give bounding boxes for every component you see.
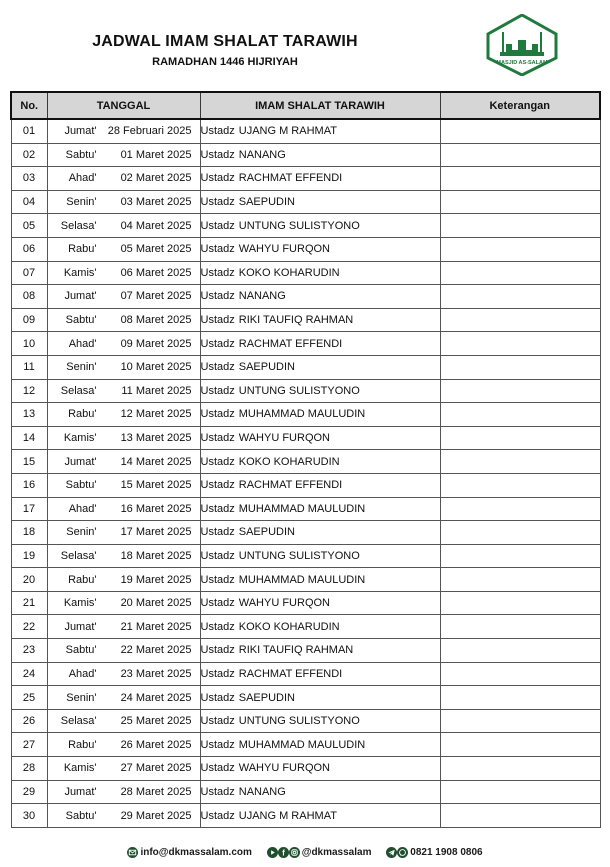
row-day: Senin' [66,526,97,539]
row-imam-title: Ustadz [200,597,235,610]
table-row [11,568,600,592]
row-date: 27 Maret 2025 [120,762,192,775]
row-tanggal [47,757,200,781]
table-row [11,544,600,568]
row-tanggal [47,497,200,521]
row-date: 19 Maret 2025 [120,573,192,586]
row-number: 13 [11,403,47,427]
row-imam-name: NANANG [238,785,286,798]
row-date: 24 Maret 2025 [120,691,192,704]
row-tanggal [47,332,200,356]
row-number: 18 [11,521,47,545]
masjid-logo [486,14,558,76]
row-imam-name: MUHAMMAD MAULUDIN [238,502,366,515]
row-date: 07 Maret 2025 [120,290,192,303]
row-keterangan[interactable] [440,804,600,828]
row-imam-name: WAHYU FURQON [238,432,331,445]
footer-contact [0,847,610,861]
row-date: 20 Maret 2025 [120,597,192,610]
row-keterangan[interactable] [440,167,600,191]
row-keterangan[interactable] [440,355,600,379]
row-number: 05 [11,214,47,238]
table-row [11,214,600,238]
row-imam [200,450,440,474]
row-day: Rabu' [68,408,97,421]
row-imam-title: Ustadz [200,667,235,680]
table-row [11,521,600,545]
row-imam-name: RIKI TAUFIQ RAHMAN [238,644,354,657]
row-number: 09 [11,308,47,332]
row-imam-title: Ustadz [200,809,235,822]
table-row [11,426,600,450]
row-day: Senin' [66,691,97,704]
row-imam [200,709,440,733]
table-row [11,143,600,167]
schedule-table [10,91,601,828]
row-imam-title: Ustadz [200,243,235,256]
row-tanggal [47,521,200,545]
row-tanggal [47,355,200,379]
row-day: Ahad' [68,502,97,515]
row-day: Selasa' [60,384,97,397]
row-number: 12 [11,379,47,403]
row-keterangan[interactable] [440,285,600,309]
row-imam [200,639,440,663]
table-row [11,757,600,781]
row-tanggal [47,709,200,733]
row-imam-title: Ustadz [200,479,235,492]
row-number: 07 [11,261,47,285]
table-row [11,473,600,497]
youtube-icon [267,847,278,858]
table-row [11,780,600,804]
row-imam [200,804,440,828]
row-imam-title: Ustadz [200,785,235,798]
row-day: Sabtu' [65,644,97,657]
row-tanggal [47,568,200,592]
row-date: 17 Maret 2025 [120,526,192,539]
row-imam-name: UNTUNG SULISTYONO [238,549,360,562]
table-row [11,308,600,332]
row-keterangan[interactable] [440,190,600,214]
row-tanggal [47,639,200,663]
table-row [11,497,600,521]
row-date: 15 Maret 2025 [120,479,192,492]
row-imam-title: Ustadz [200,738,235,751]
row-imam-name: SAEPUDIN [238,361,295,374]
row-day: Kamis' [63,432,97,445]
row-date: 22 Maret 2025 [120,644,192,657]
row-imam-name: RACHMAT EFFENDI [238,172,343,185]
row-imam [200,780,440,804]
row-imam-name: UJANG M RAHMAT [238,125,337,138]
facebook-icon [278,847,289,858]
row-imam [200,308,440,332]
row-imam [200,662,440,686]
table-row [11,355,600,379]
row-day: Selasa' [60,219,97,232]
row-date: 14 Maret 2025 [120,455,192,468]
row-imam [200,403,440,427]
row-number: 03 [11,167,47,191]
row-date: 23 Maret 2025 [120,667,192,680]
row-imam-title: Ustadz [200,125,235,138]
row-tanggal [47,662,200,686]
table-row [11,379,600,403]
row-imam-name: RACHMAT EFFENDI [238,667,343,680]
row-date: 04 Maret 2025 [120,219,192,232]
instagram-icon [289,847,300,858]
row-imam [200,167,440,191]
row-number: 30 [11,804,47,828]
logo-text: MASJID AS-SALAM [496,60,548,66]
row-imam-name: KOKO KOHARUDIN [238,455,340,468]
row-day: Jumat' [64,455,97,468]
table-row [11,261,600,285]
row-date: 18 Maret 2025 [120,549,192,562]
row-number: 14 [11,426,47,450]
table-header-row [11,92,600,119]
row-tanggal [47,804,200,828]
row-tanggal [47,379,200,403]
table-row [11,662,600,686]
row-keterangan[interactable] [440,450,600,474]
row-imam-title: Ustadz [200,408,235,421]
row-imam-name: RIKI TAUFIQ RAHMAN [238,314,354,327]
row-number: 04 [11,190,47,214]
row-tanggal [47,190,200,214]
row-tanggal [47,686,200,710]
row-tanggal [47,544,200,568]
row-keterangan[interactable] [440,568,600,592]
row-tanggal [47,473,200,497]
row-imam-name: SAEPUDIN [238,691,295,704]
row-imam-title: Ustadz [200,361,235,374]
footer-email-text: info@dkmassalam.com [140,847,252,858]
table-row [11,332,600,356]
row-date: 11 Maret 2025 [121,384,192,397]
row-tanggal [47,403,200,427]
row-imam-name: NANANG [238,290,286,303]
row-tanggal [47,261,200,285]
row-imam-name: WAHYU FURQON [238,597,331,610]
row-tanggal [47,450,200,474]
footer-social[interactable] [267,847,372,858]
table-row [11,804,600,828]
row-day: Rabu' [68,738,97,751]
table-row [11,403,600,427]
row-day: Selasa' [60,715,97,728]
footer-phone-text: 0821 1908 0806 [410,847,483,858]
row-keterangan[interactable] [440,332,600,356]
page-title: JADWAL IMAM SHALAT TARAWIH [92,33,358,50]
row-imam-title: Ustadz [200,691,235,704]
row-keterangan[interactable] [440,379,600,403]
row-day: Ahad' [68,337,97,350]
row-imam-name: RACHMAT EFFENDI [238,479,343,492]
row-keterangan[interactable] [440,686,600,710]
row-number: 21 [11,591,47,615]
table-row [11,733,600,757]
row-keterangan[interactable] [440,591,600,615]
row-tanggal [47,426,200,450]
table-row [11,237,600,261]
table-row [11,285,600,309]
row-keterangan[interactable] [440,143,600,167]
table-row [11,591,600,615]
row-imam-title: Ustadz [200,290,235,303]
row-day: Jumat' [64,290,97,303]
row-day: Sabtu' [65,479,97,492]
row-imam-title: Ustadz [200,314,235,327]
row-day: Kamis' [63,762,97,775]
row-imam-name: KOKO KOHARUDIN [238,266,340,279]
table-row [11,190,600,214]
table-row [11,119,600,143]
row-tanggal [47,214,200,238]
row-tanggal [47,733,200,757]
row-keterangan[interactable] [440,521,600,545]
row-imam-title: Ustadz [200,502,235,515]
row-imam-title: Ustadz [200,526,235,539]
row-imam [200,497,440,521]
row-number: 10 [11,332,47,356]
row-imam-title: Ustadz [200,148,235,161]
column-header-no: No. [11,92,47,119]
row-imam [200,379,440,403]
row-imam-name: MUHAMMAD MAULUDIN [238,573,366,586]
row-imam [200,544,440,568]
row-keterangan[interactable] [440,757,600,781]
row-date: 21 Maret 2025 [120,620,192,633]
row-keterangan[interactable] [440,662,600,686]
row-imam-name: NANANG [238,148,286,161]
row-date: 28 Februari 2025 [107,125,192,138]
row-date: 03 Maret 2025 [120,196,192,209]
table-row [11,615,600,639]
row-number: 26 [11,709,47,733]
row-keterangan[interactable] [440,615,600,639]
row-imam [200,285,440,309]
row-number: 23 [11,639,47,663]
row-imam-name: UNTUNG SULISTYONO [238,219,360,232]
row-keterangan[interactable] [440,261,600,285]
svg-text:f: f [281,848,285,858]
row-day: Senin' [66,196,97,209]
row-imam-name: SAEPUDIN [238,526,295,539]
row-imam [200,473,440,497]
row-keterangan[interactable] [440,780,600,804]
row-imam-name: SAEPUDIN [238,196,295,209]
row-date: 29 Maret 2025 [120,809,192,822]
row-number: 17 [11,497,47,521]
telegram-icon [386,847,397,858]
row-date: 16 Maret 2025 [120,502,192,515]
row-number: 27 [11,733,47,757]
row-keterangan[interactable] [440,237,600,261]
row-imam-title: Ustadz [200,196,235,209]
row-day: Sabtu' [65,148,97,161]
row-tanggal [47,308,200,332]
row-imam [200,426,440,450]
row-tanggal [47,119,200,143]
row-day: Kamis' [63,266,97,279]
mail-icon [127,847,138,858]
row-number: 15 [11,450,47,474]
row-imam-name: MUHAMMAD MAULUDIN [238,738,366,751]
row-number: 20 [11,568,47,592]
row-imam-name: RACHMAT EFFENDI [238,337,343,350]
row-tanggal [47,591,200,615]
row-imam-title: Ustadz [200,715,235,728]
row-imam [200,591,440,615]
row-number: 01 [11,119,47,143]
footer-email[interactable] [127,847,251,858]
footer-phone[interactable] [386,847,482,858]
row-number: 29 [11,780,47,804]
row-keterangan[interactable] [440,308,600,332]
table-row [11,167,600,191]
row-imam-title: Ustadz [200,266,235,279]
row-imam [200,757,440,781]
row-keterangan[interactable] [440,426,600,450]
row-imam-title: Ustadz [200,172,235,185]
row-keterangan[interactable] [440,709,600,733]
row-number: 02 [11,143,47,167]
row-imam-title: Ustadz [200,644,235,657]
row-tanggal [47,167,200,191]
row-date: 10 Maret 2025 [120,361,192,374]
row-imam [200,355,440,379]
row-keterangan[interactable] [440,403,600,427]
row-keterangan[interactable] [440,473,600,497]
row-day: Rabu' [68,243,97,256]
row-imam-name: MUHAMMAD MAULUDIN [238,408,366,421]
row-imam-name: UNTUNG SULISTYONO [238,384,360,397]
row-tanggal [47,237,200,261]
row-imam [200,261,440,285]
row-imam-name: UJANG M RAHMAT [238,809,337,822]
column-header-keterangan: Keterangan [440,92,600,119]
row-imam-title: Ustadz [200,384,235,397]
row-imam [200,615,440,639]
row-day: Senin' [66,361,97,374]
row-tanggal [47,143,200,167]
table-row [11,450,600,474]
row-imam [200,190,440,214]
table-row [11,709,600,733]
row-day: Jumat' [64,785,97,798]
row-number: 28 [11,757,47,781]
row-imam-title: Ustadz [200,455,235,468]
row-imam-title: Ustadz [200,620,235,633]
row-keterangan[interactable] [440,497,600,521]
row-tanggal [47,780,200,804]
row-imam [200,568,440,592]
row-imam-title: Ustadz [200,573,235,586]
row-day: Kamis' [63,597,97,610]
row-date: 13 Maret 2025 [120,432,192,445]
row-imam-name: WAHYU FURQON [238,243,331,256]
row-day: Jumat' [64,620,97,633]
row-keterangan[interactable] [440,544,600,568]
row-imam-title: Ustadz [200,762,235,775]
row-day: Ahad' [68,667,97,680]
row-day: Jumat' [64,125,97,138]
row-date: 06 Maret 2025 [120,266,192,279]
row-imam-title: Ustadz [200,219,235,232]
table-row [11,639,600,663]
row-imam [200,237,440,261]
row-imam [200,686,440,710]
row-date: 28 Maret 2025 [120,785,192,798]
row-date: 02 Maret 2025 [120,172,192,185]
row-number: 16 [11,473,47,497]
row-date: 26 Maret 2025 [120,738,192,751]
row-imam [200,143,440,167]
row-number: 19 [11,544,47,568]
row-imam-name: KOKO KOHARUDIN [238,620,340,633]
row-tanggal [47,285,200,309]
row-date: 25 Maret 2025 [120,715,192,728]
row-date: 01 Maret 2025 [120,148,192,161]
row-number: 25 [11,686,47,710]
row-imam-name: WAHYU FURQON [238,762,331,775]
row-keterangan[interactable] [440,214,600,238]
row-number: 08 [11,285,47,309]
row-imam-name: UNTUNG SULISTYONO [238,715,360,728]
row-day: Rabu' [68,573,97,586]
row-date: 12 Maret 2025 [120,408,192,421]
footer-social-text: @dkmassalam [301,847,372,858]
column-header-imam: IMAM SHALAT TARAWIH [200,92,440,119]
row-number: 11 [11,355,47,379]
row-number: 22 [11,615,47,639]
row-imam [200,332,440,356]
row-imam-title: Ustadz [200,549,235,562]
row-number: 24 [11,662,47,686]
row-number: 06 [11,237,47,261]
row-date: 09 Maret 2025 [120,337,192,350]
row-day: Selasa' [60,549,97,562]
row-tanggal [47,615,200,639]
row-keterangan[interactable] [440,119,600,143]
column-header-tanggal: TANGGAL [47,92,200,119]
row-keterangan[interactable] [440,733,600,757]
page-subtitle: RAMADHAN 1446 HIJRIYAH [152,56,298,68]
row-imam [200,733,440,757]
row-date: 05 Maret 2025 [120,243,192,256]
whatsapp-icon [397,847,408,858]
row-imam-title: Ustadz [200,337,235,350]
row-imam-title: Ustadz [200,432,235,445]
row-day: Ahad' [68,172,97,185]
row-day: Sabtu' [65,314,97,327]
row-day: Sabtu' [65,809,97,822]
table-row [11,686,600,710]
row-imam [200,521,440,545]
row-imam [200,214,440,238]
row-keterangan[interactable] [440,639,600,663]
row-date: 08 Maret 2025 [120,314,192,327]
row-imam [200,119,440,143]
